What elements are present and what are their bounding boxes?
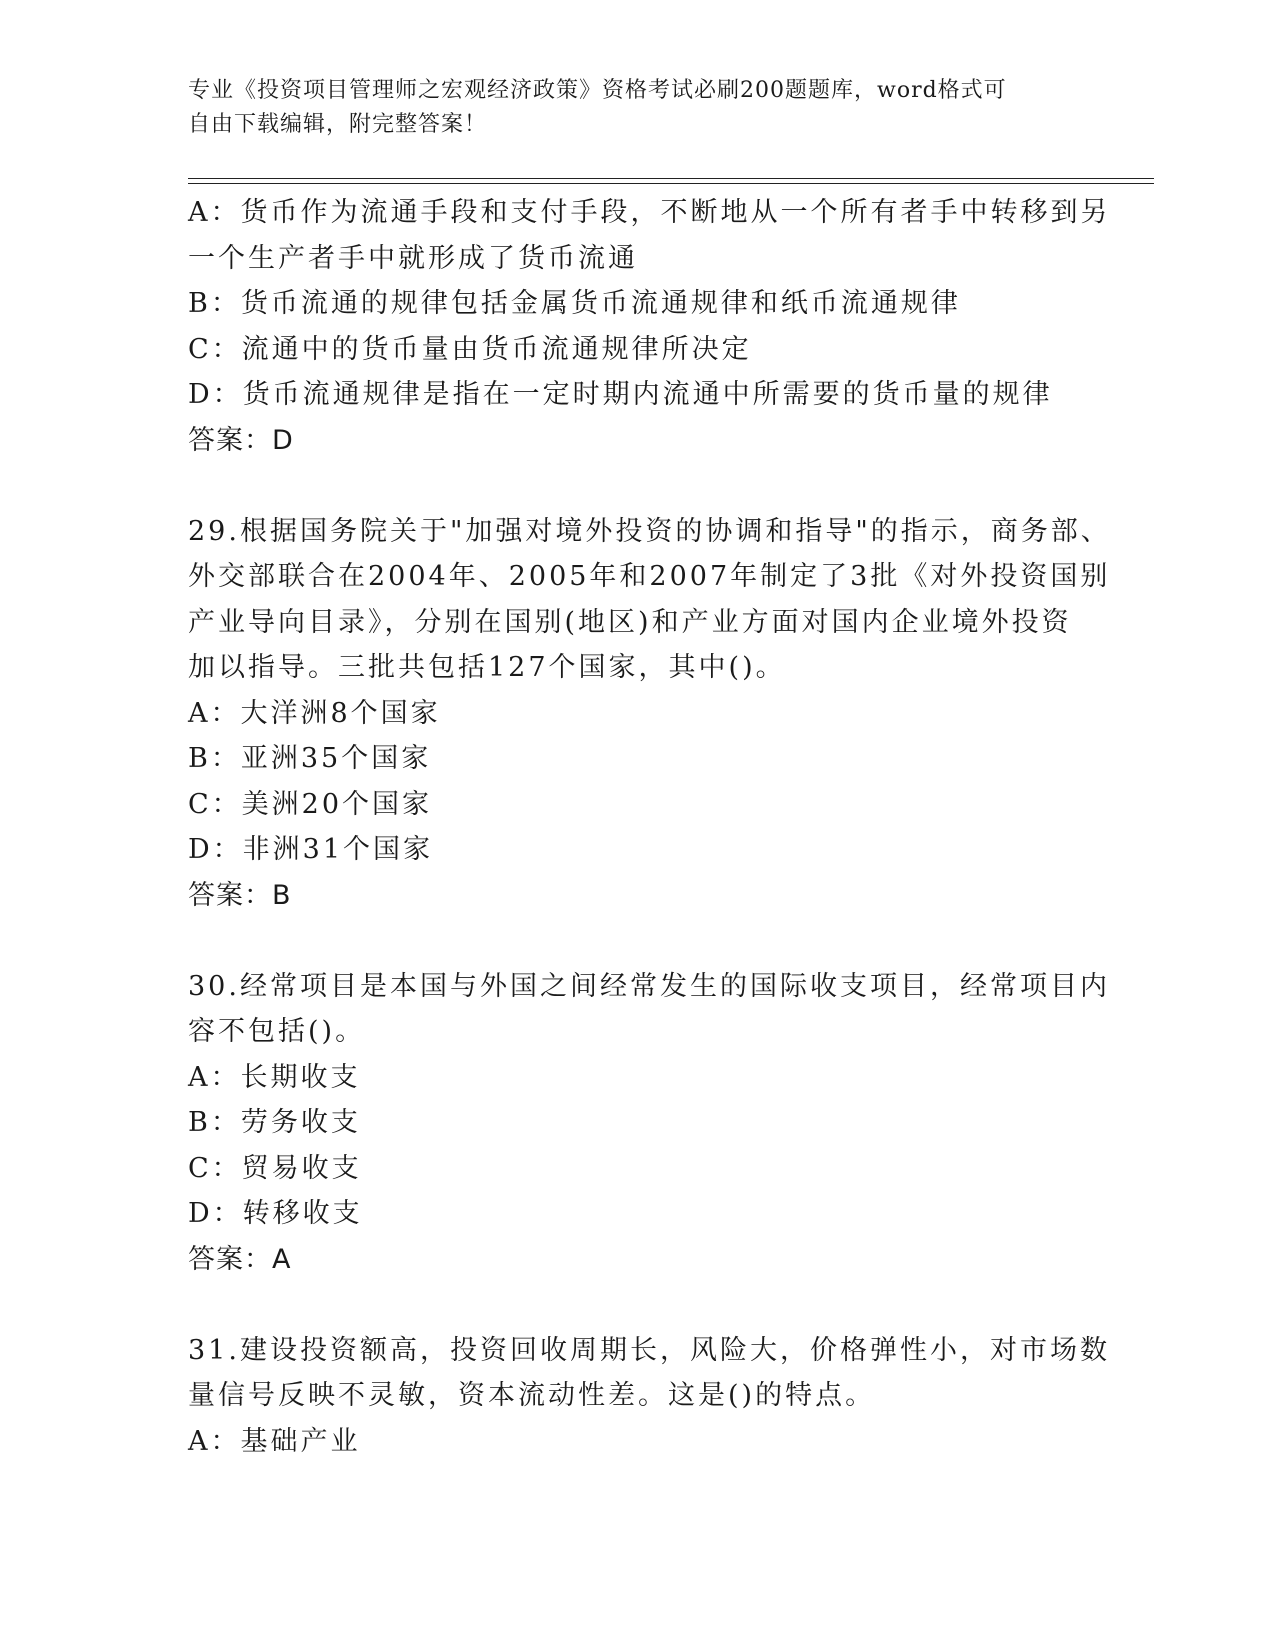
question-list: [188, 190, 1111, 1464]
option-d: D：非洲31个国家: [188, 834, 434, 865]
spacer: [188, 918, 1088, 964]
document-header: [188, 74, 1068, 142]
option-a: A：大洋洲8个国家: [188, 697, 441, 729]
question-stem-line-2: 外交部联合在2004年、2005年和2007年制定了3批《对外投资国别: [188, 561, 1111, 592]
question-30: [188, 964, 1110, 1283]
option-b: B：货币流通的规律包括金属货币流通规律和纸币流通规律: [188, 288, 961, 319]
header-divider: [188, 178, 1154, 184]
option-b: B：亚洲35个国家: [188, 743, 432, 774]
option-d: D：转移收支: [188, 1198, 363, 1229]
answer: 答案：A: [188, 1243, 292, 1275]
option-a-line-1: A：货币作为流通手段和支付手段，不断地从一个所有者手中转移到另: [188, 197, 1111, 228]
question-29: [188, 509, 1111, 919]
question-stem-line-1: 29.根据国务院关于"加强对境外投资的协调和指导"的指示，商务部、: [188, 515, 1111, 547]
option-a: A：长期收支: [188, 1061, 361, 1093]
option-a-line-2: 一个生产者手中就形成了货币流通: [188, 242, 638, 274]
header-line-2: 自由下载编辑，附完整答案！: [188, 112, 488, 137]
option-b: B：劳务收支: [188, 1107, 361, 1138]
question-stem-line-1: 31.建设投资额高，投资回收周期长，风险大，价格弹性小，对市场数: [188, 1334, 1110, 1366]
header-line-1: 专业《投资项目管理师之宏观经济政策》资格考试必刷200题题库，word格式可: [188, 78, 1007, 103]
question-stem-line-3: 产业导向目录》，分别在国别(地区)和产业方面对国内企业境外投资: [188, 606, 1072, 638]
question-stem-line-2: 量信号反映不灵敏，资本流动性差。这是()的特点。: [188, 1380, 876, 1411]
option-d: D：货币流通规律是指在一定时期内流通中所需要的货币量的规律: [188, 379, 1053, 410]
option-c: C：流通中的货币量由货币流通规律所决定: [188, 333, 752, 365]
question-stem-line-2: 容不包括()。: [188, 1016, 366, 1047]
answer: 答案：B: [188, 879, 292, 911]
spacer: [188, 463, 1088, 509]
spacer: [188, 1282, 1088, 1328]
option-c: C：美洲20个国家: [188, 788, 433, 820]
option-a: A：基础产业: [188, 1425, 361, 1457]
option-c: C：贸易收支: [188, 1152, 362, 1184]
answer: 答案：D: [188, 424, 294, 456]
question-28: [188, 190, 1111, 463]
question-31: [188, 1328, 1110, 1465]
question-stem-line-4: 加以指导。三批共包括127个国家，其中()。: [188, 652, 786, 683]
question-stem-line-1: 30.经常项目是本国与外国之间经常发生的国际收支项目，经常项目内: [188, 970, 1110, 1002]
